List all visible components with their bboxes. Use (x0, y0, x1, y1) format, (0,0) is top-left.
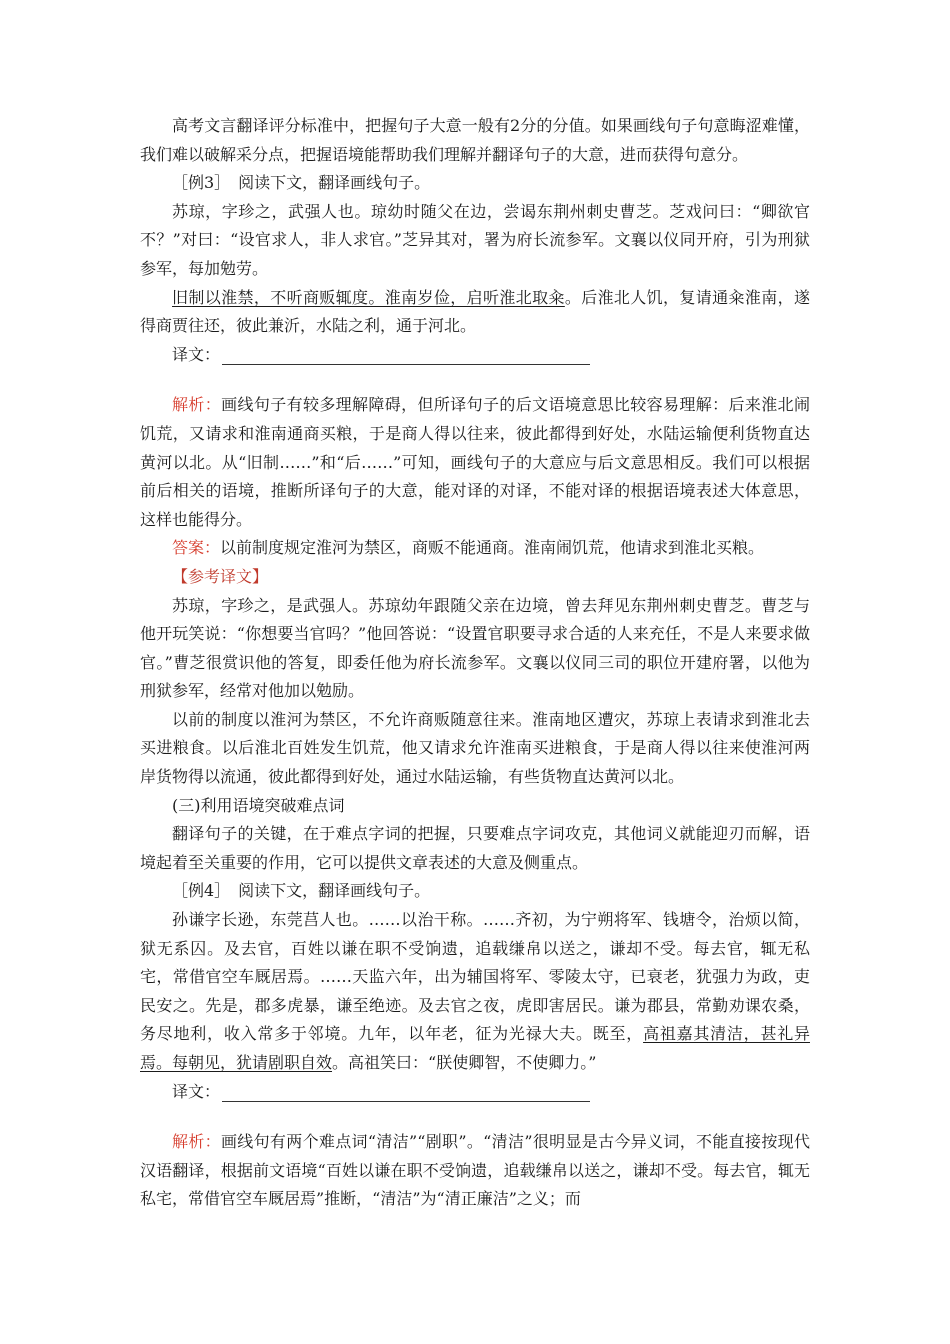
analysis-paragraph (140, 391, 810, 534)
analysis-label-2: 解析： (172, 1132, 221, 1152)
analysis-text-2: 画线句有两个难点词“清洁”“剧职”。“清洁”很明显是古今异义词，不能直接按现代汉语翻译，根据前文语境“百姓以谦在职不受饷遗，追载缣帛以送之，谦却不受。每去官，辄无私宅，常借官空车厩居焉”推断，“清洁”为“清正廉洁”之义；而 (140, 1132, 810, 1209)
passage-before: 孙谦字长逊，东莞莒人也。……以治干称。……齐初，为宁朔将军、钱塘令，治烦以简，狱无系囚。及去官，百姓以谦在职不受饷遗，追载缣帛以送之，谦却不受。每去官，辄无私宅，常借官空车厩居焉。……天监六年，出为辅国将军、零陵太守，已衰老，犹强力为政，吏民安之。先是，郡多虎暴，谦至绝迹。及去官之夜，虎即害居民。谦为郡县，常勤劝课农桑，务尽地利，收入常多于邻境。九年，以年老，征为光禄大夫。既至， (140, 910, 810, 1044)
underlined-sentence: 旧制以淮禁，不听商贩辄度。淮南岁俭，启听淮北取籴 (172, 287, 565, 307)
translation-line (140, 341, 810, 370)
example-4-heading: ［例4］ 阅读下文，翻译画线句子。 (172, 881, 431, 901)
passage-after: 。高祖笑曰：“朕使卿智，不使卿力。” (332, 1053, 597, 1072)
passage-rest: 。后淮北人饥，复请通籴淮南，遂得商贾往还，彼此兼沂，水陆之利，通于河北。 (140, 287, 810, 336)
reference-label-line (140, 563, 810, 592)
answer-paragraph (140, 534, 810, 563)
reference-label: 【参考译文】 (172, 566, 269, 586)
section-3-title: (三)利用语境突破难点词 (172, 795, 345, 815)
underlined-sentence-2: 高祖嘉其清洁，甚礼异焉。每朝见，犹请剧职自效 (140, 1024, 810, 1072)
translation-blank-2[interactable] (222, 1083, 590, 1102)
translation-label: 译文： (172, 344, 221, 364)
analysis-text: 画线句子有较多理解障碍，但所译句子的后文语境意思比较容易理解：后来淮北闹饥荒，又请求和淮南通商买粮，于是商人得以往来，彼此都得到好处，水陆运输便利货物直达黄河以北。从“旧制……”和“后……”可知，画线句子的大意应与后文意思相反。我们可以根据前后相关的语境，推断所译句子的大意，能对译的对译，不能对译的根据语境表述大体意思，这样也能得分。 (140, 395, 810, 529)
example-4-passage (140, 906, 810, 1078)
example-3-passage-2 (140, 284, 810, 341)
translation-line-2 (140, 1078, 810, 1107)
reference-paragraph-1: 苏琼，字珍之，是武强人。苏琼幼年跟随父亲在边境，曾去拜见东荆州刺史曹芝。曹芝与他开玩笑说：“你想要当官吗？”他回答说：“设置官职要寻求合适的人来充任，不是人来要求做官。”曹芝很赏识他的答复，即委任他为府长流参军。文襄以仪同三司的职位开建府署，以他为刑狱参军，经常对他加以勉励。 (140, 595, 810, 701)
answer-label: 答案： (172, 538, 221, 558)
document-page (140, 112, 810, 1214)
reference-paragraph-2: 以前的制度以淮河为禁区，不允许商贩随意往来。淮南地区遭灾，苏琼上表请求到淮北去买进粮食。以后淮北百姓发生饥荒，他又请求允许淮南买进粮食，于是商人得以往来使淮河两岸货物得以流通，彼此都得到好处，通过水陆运输，有些货物直达黄河以北。 (140, 709, 810, 787)
translation-label-2: 译文： (172, 1081, 221, 1101)
translation-blank[interactable] (222, 346, 590, 365)
analysis-paragraph-2 (140, 1128, 810, 1214)
section-3-body: 翻译句子的关键，在于难点字词的把握，只要难点字词攻克，其他词义就能迎刃而解，语境起着至关重要的作用，它可以提供文章表述的大意及侧重点。 (140, 824, 810, 872)
example-3-heading: ［例3］ 阅读下文，翻译画线句子。 (172, 173, 431, 193)
analysis-label: 解析： (172, 395, 222, 415)
example-3-passage: 苏琼，字珍之，武强人也。琼幼时随父在边，尝谒东荆州刺史曹芝。芝戏问曰：“卿欲官不？”对曰：“设官求人，非人求官。”芝异其对，署为府长流参军。文襄以仪同开府，引为刑狱参军，每加勉劳。 (140, 201, 810, 278)
intro-paragraph: 高考文言翻译评分标准中，把握句子大意一般有2分的分值。如果画线句子句意晦涩难懂，我们难以破解采分点，把握语境能帮助我们理解并翻译句子的大意，进而获得句意分。 (140, 116, 810, 164)
answer-text: 以前制度规定淮河为禁区，商贩不能通商。淮南闹饥荒，他请求到淮北买粮。 (220, 538, 765, 558)
